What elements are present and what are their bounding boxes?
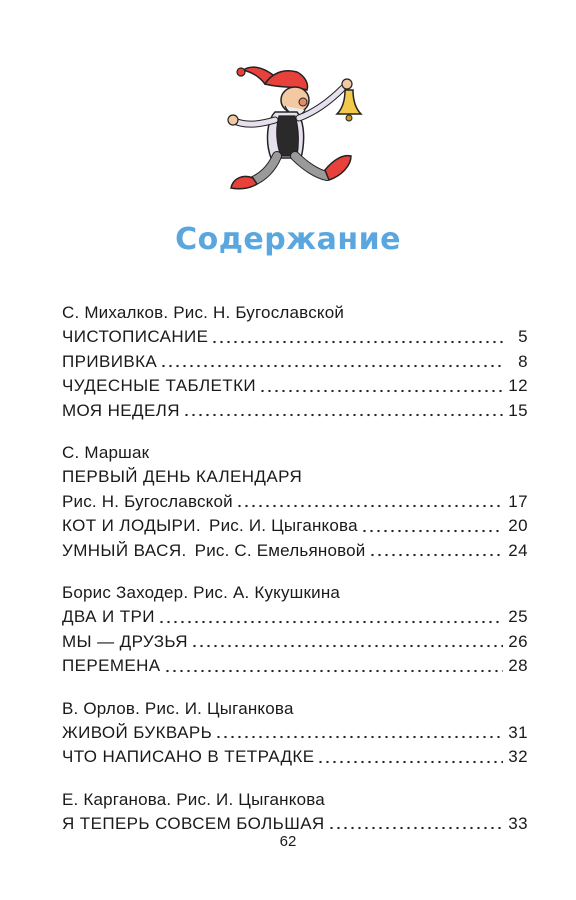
toc-entry[interactable] (62, 654, 528, 679)
entry-title: ЧУДЕСНЫЕ ТАБЛЕТКИ (62, 376, 256, 395)
entry-title: КОТ И ЛОДЫРИ. (62, 516, 202, 535)
entry-page: 5 (518, 327, 528, 346)
toc-section-marshak (62, 440, 528, 563)
toc-entry[interactable] (62, 721, 528, 746)
toc-entry[interactable] (62, 325, 528, 350)
toc-entry[interactable] (62, 605, 528, 630)
toc-entry[interactable] (62, 374, 528, 399)
entry-title: Я ТЕПЕРЬ СОВСЕМ БОЛЬШАЯ (62, 813, 325, 833)
entry-title: ЖИВОЙ БУКВАРЬ (62, 722, 213, 742)
entry-title: ПЕРЕМЕНА (62, 656, 161, 675)
entry-page: 26 (508, 631, 528, 651)
toc-entry[interactable] (62, 630, 528, 655)
entry-title: МЫ — ДРУЗЬЯ (62, 631, 188, 651)
section-author: Борис Заходер. Рис. А. Кукушкина (62, 583, 341, 602)
entry-page: 28 (508, 656, 528, 675)
entry-illustrator: Рис. И. Цыганкова (209, 516, 358, 535)
page-number: 62 (279, 833, 297, 850)
entry-illustrator: Рис. С. Емельяновой (194, 540, 366, 560)
section-author: С. Михалков. Рис. Н. Бугославской (62, 303, 345, 322)
entry-title: УМНЫЙ ВАСЯ. (62, 540, 187, 560)
page-title: Содержание (175, 222, 401, 257)
toc-entry[interactable] (62, 399, 528, 424)
toc-section-zakhoder (62, 580, 528, 679)
entry-page: 12 (508, 376, 528, 395)
entry-page: 20 (508, 516, 528, 535)
toc-entry[interactable] (62, 350, 528, 375)
section-author: В. Орлов. Рис. И. Цыганкова (62, 698, 294, 718)
gnome-with-bell-illustration (205, 50, 385, 210)
toc-entry[interactable] (62, 490, 528, 515)
toc-section-orlov (62, 696, 528, 770)
entry-title: ПЕРВЫЙ ДЕНЬ КАЛЕНДАРЯ (62, 467, 303, 486)
dot-leader (236, 504, 503, 508)
dot-leader (317, 760, 503, 764)
entry-title: ПРИВИВКА (62, 351, 158, 371)
entry-title: ДВА И ТРИ (62, 607, 155, 626)
entry-title: ЧТО НАПИСАНО В ТЕТРАДКЕ (62, 747, 315, 766)
dot-leader (369, 553, 504, 557)
dot-leader (361, 529, 503, 533)
dot-leader (158, 620, 503, 624)
entry-page: 32 (508, 747, 528, 766)
entry-page: 31 (508, 722, 528, 742)
entry-page: 33 (508, 813, 528, 833)
section-author: С. Маршак (62, 443, 150, 462)
dot-leader (191, 644, 503, 648)
dot-leader (215, 735, 503, 739)
dot-leader (164, 669, 503, 673)
dot-leader (160, 364, 503, 368)
dot-leader (211, 340, 503, 344)
toc-section-karganova (62, 787, 528, 837)
entry-illustrator: Рис. Н. Бугославской (62, 491, 233, 511)
table-of-contents (62, 300, 528, 853)
entry-page: 17 (508, 491, 528, 511)
entry-title: МОЯ НЕДЕЛЯ (62, 400, 180, 420)
section-author: Е. Карганова. Рис. И. Цыганкова (62, 789, 325, 809)
entry-page: 15 (508, 400, 528, 420)
toc-section-mikhalkov (62, 300, 528, 423)
entry-page: 8 (518, 351, 528, 371)
entry-page: 24 (508, 540, 528, 560)
toc-entry[interactable] (62, 539, 528, 564)
entry-page: 25 (508, 607, 528, 626)
entry-title: ЧИСТОПИСАНИЕ (62, 327, 209, 346)
dot-leader (328, 826, 503, 830)
toc-entry[interactable] (62, 514, 528, 539)
toc-entry[interactable] (62, 745, 528, 770)
toc-entry-title-line[interactable] (62, 465, 528, 490)
dot-leader (183, 413, 503, 417)
dot-leader (259, 389, 503, 393)
